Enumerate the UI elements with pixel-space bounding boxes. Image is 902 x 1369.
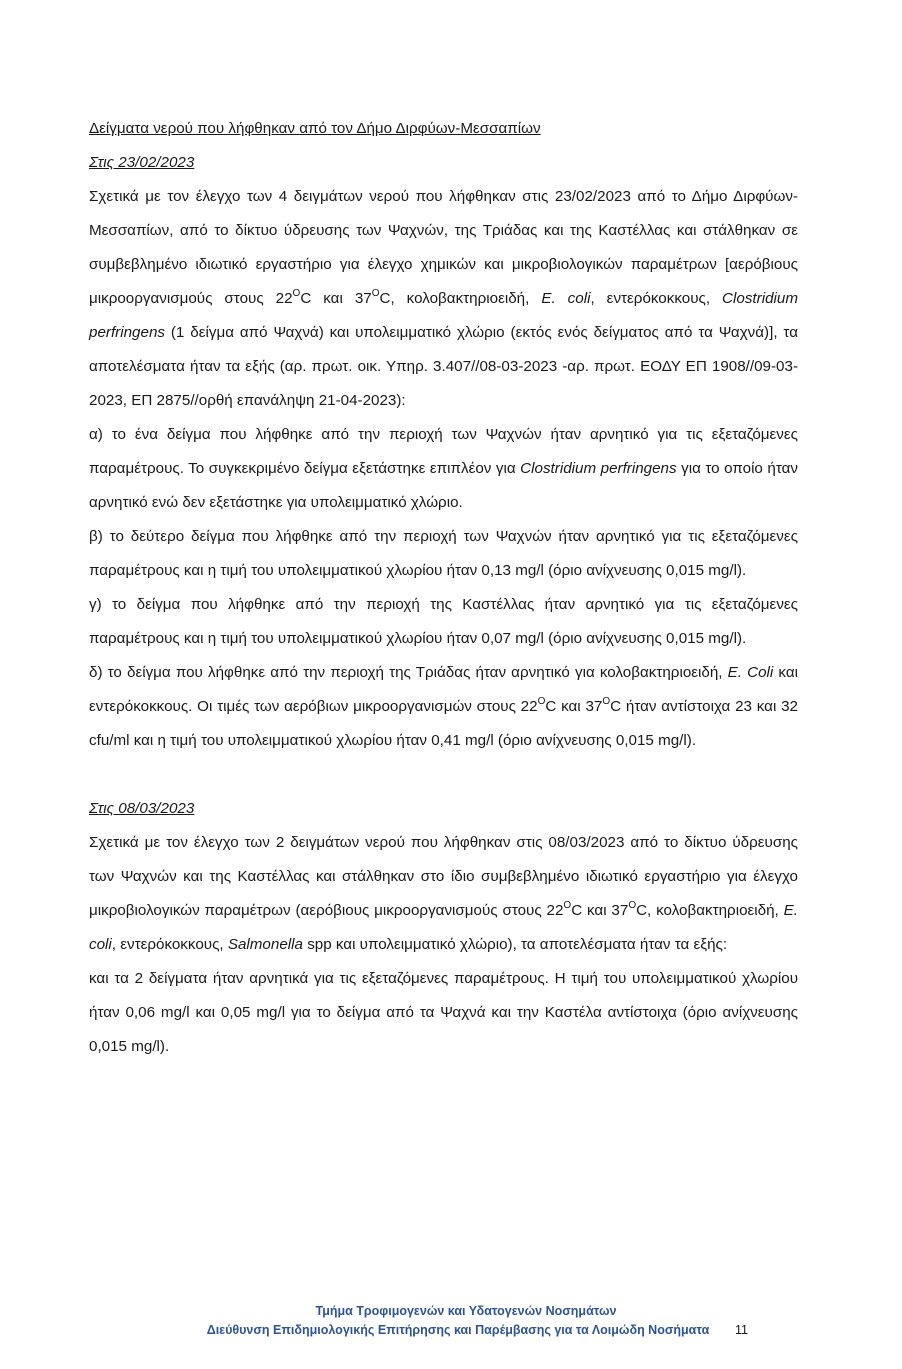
document-body bbox=[89, 112, 798, 1064]
section1-item-a: α) το ένα δείγμα που λήφθηκε από την περιοχή των Ψαχνών ήταν αρνητικό για τις εξεταζόμενες παραμέτρους. Το συγκεκριμένο δείγμα εξετάστηκε επιπλέον για Clostridium perfringens για το οποίο ήταν αρνητικό ενώ δεν εξετάστηκε για υπολειμματικό χλώριο. bbox=[89, 426, 798, 511]
section-spacer bbox=[89, 758, 798, 792]
document-heading: Δείγματα νερού που λήφθηκαν από τον Δήμο Διρφύων-Μεσσαπίων bbox=[89, 120, 541, 137]
section1-item-b: β) το δεύτερο δείγμα που λήφθηκε από την περιοχή των Ψαχνών ήταν αρνητικό για τις εξεταζόμενες παραμέτρους και η τιμή του υπολειμματικού χλωρίου ήταν 0,13 mg/l (όριο ανίχνευσης 0,015 mg/l). bbox=[89, 528, 798, 579]
page-footer bbox=[0, 1302, 902, 1340]
section1-intro: Σχετικά με τον έλεγχο των 4 δειγμάτων νερού που λήφθηκαν στις 23/02/2023 από το Δήμο Διρφύων-Μεσσαπίων, από το δίκτυο ύδρευσης των Ψαχνών, της Τριάδας και της Καστέλλας και στάλθηκαν σε συμβεβλημένο ιδιωτικό εργαστήριο για έλεγχο χημικών και μικροβιολογικών παραμέτρων [αερόβιους μικροοργανισμούς στους $22^OC$ και $37^OC$, κολοβακτηριοειδή, E. coli, εντερόκοκκους, Clostridium perfringens (1 δείγμα από Ψαχνά) και υπολειμματικό χλώριο (εκτός ενός δείγματος από τα Ψαχνά)], τα αποτελέσματα ήταν τα εξής (αρ. πρωτ. οικ. Υπηρ. 3.407//08-03-2023 -αρ. πρωτ. ΕΟΔΥ ΕΠ 1908//09-03-2023, ΕΠ 2875//ορθή επανάληψη 21-04-2023): bbox=[89, 188, 798, 409]
footer-directorate: Διεύθυνση Επιδημιολογικής Επιτήρησης και Παρέμβασης για τα Λοιμώδη Νοσήματα bbox=[206, 1323, 710, 1337]
section1-item-d: δ) το δείγμα που λήφθηκε από την περιοχή της Τριάδας ήταν αρνητικό για κολοβακτηριοειδή, E. Coli και εντερόκοκκους. Οι τιμές των αερόβιων μικροοργανισμών στους $22^OC$ και $37^OC$ ήταν αντίστοιχα 23 και 32 cfu/ml και η τιμή του υπολειμματικού χλωρίου ήταν 0,41 mg/l (όριο ανίχνευσης 0,015 mg/l). bbox=[89, 664, 798, 749]
section2-date: Στις 08/03/2023 bbox=[89, 800, 195, 817]
section2-intro: Σχετικά με τον έλεγχο των 2 δειγμάτων νερού που λήφθηκαν στις 08/03/2023 από το δίκτυο ύδρευσης των Ψαχνών και της Καστέλλας και στάλθηκαν στο ίδιο συμβεβλημένο ιδιωτικό εργαστήριο για έλεγχο μικροβιολογικών παραμέτρων (αερόβιους μικροοργανισμούς στους $22^OC$ και $37^OC$, κολοβακτηριοειδή, E. coli, εντερόκοκκους, Salmonella spp και υπολειμματικό χλώριο), τα αποτελέσματα ήταν τα εξής: bbox=[89, 834, 798, 953]
section1-date: Στις 23/02/2023 bbox=[89, 154, 195, 171]
page-number: 11 bbox=[735, 1323, 748, 1337]
footer-department: Τμήμα Τροφιμογενών και Υδατογενών Νοσημάτων bbox=[315, 1304, 617, 1318]
section1-item-c: γ) το δείγμα που λήφθηκε από την περιοχή της Καστέλλας ήταν αρνητικό για τις εξεταζόμενες παραμέτρους και η τιμή του υπολειμματικού χλωρίου ήταν 0,07 mg/l (όριο ανίχνευσης 0,015 mg/l). bbox=[89, 596, 798, 647]
section2-result: και τα 2 δείγματα ήταν αρνητικά για τις εξεταζόμενες παραμέτρους. Η τιμή του υπολειμματικού χλωρίου ήταν 0,06 mg/l και 0,05 mg/l για το δείγμα από τα Ψαχνά και την Καστέλα αντίστοιχα (όριο ανίχνευσης 0,015 mg/l). bbox=[89, 970, 798, 1055]
